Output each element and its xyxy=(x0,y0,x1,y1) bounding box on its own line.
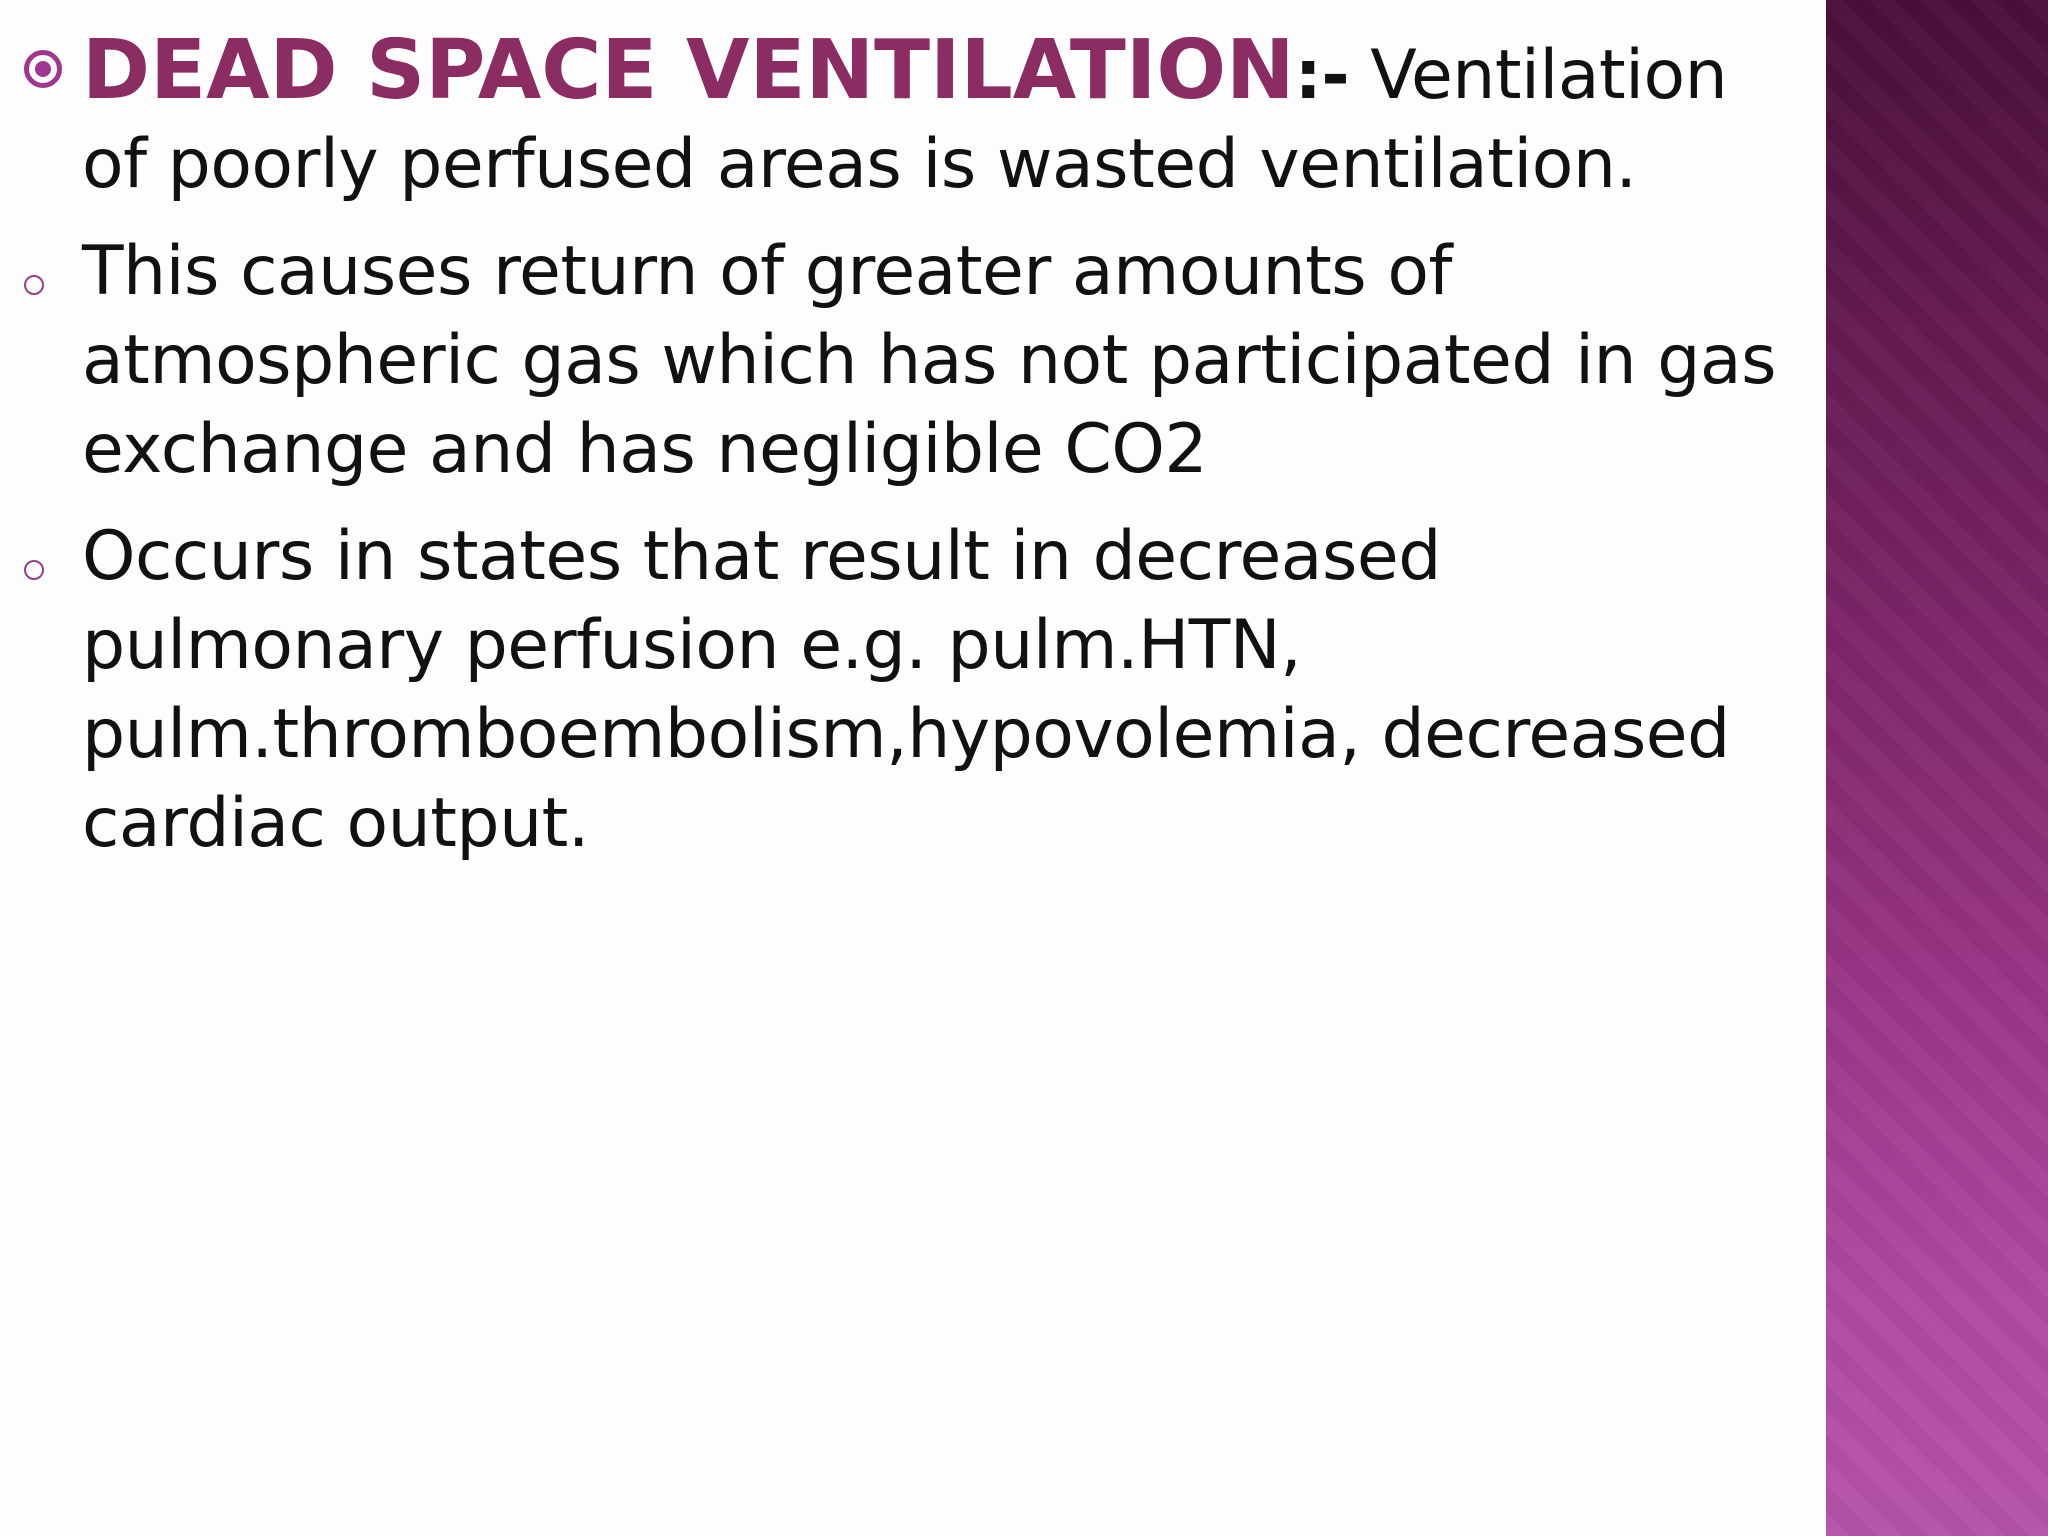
small-circle-bullet-icon xyxy=(24,275,44,295)
circle-bullet-icon xyxy=(24,50,62,88)
slide-content xyxy=(22,23,1802,886)
bullet-text: Occurs in states that result in decreased pulmonary perfusion e.g. pulm.HTN, pulm.thromboembolism,hypovolemia, decreased cardiac output. xyxy=(82,517,1730,863)
bullet-text: Ventilation of poorly perfused areas is wasted ventilation. xyxy=(82,36,1728,204)
decorative-side-band xyxy=(1826,0,2048,1536)
heading-separator: :- xyxy=(1294,36,1350,115)
bullet-item-atmospheric-gas xyxy=(22,227,1802,494)
bullet-item-dead-space xyxy=(22,23,1802,209)
small-circle-bullet-icon xyxy=(24,560,44,580)
bullet-text: This causes return of greater amounts of atmospheric gas which has not participated in gas exchange and has negligible CO2 xyxy=(82,232,1777,489)
bullet-item-occurs-in-states xyxy=(22,512,1802,868)
bullet-heading: DEAD SPACE VENTILATION xyxy=(82,23,1295,118)
